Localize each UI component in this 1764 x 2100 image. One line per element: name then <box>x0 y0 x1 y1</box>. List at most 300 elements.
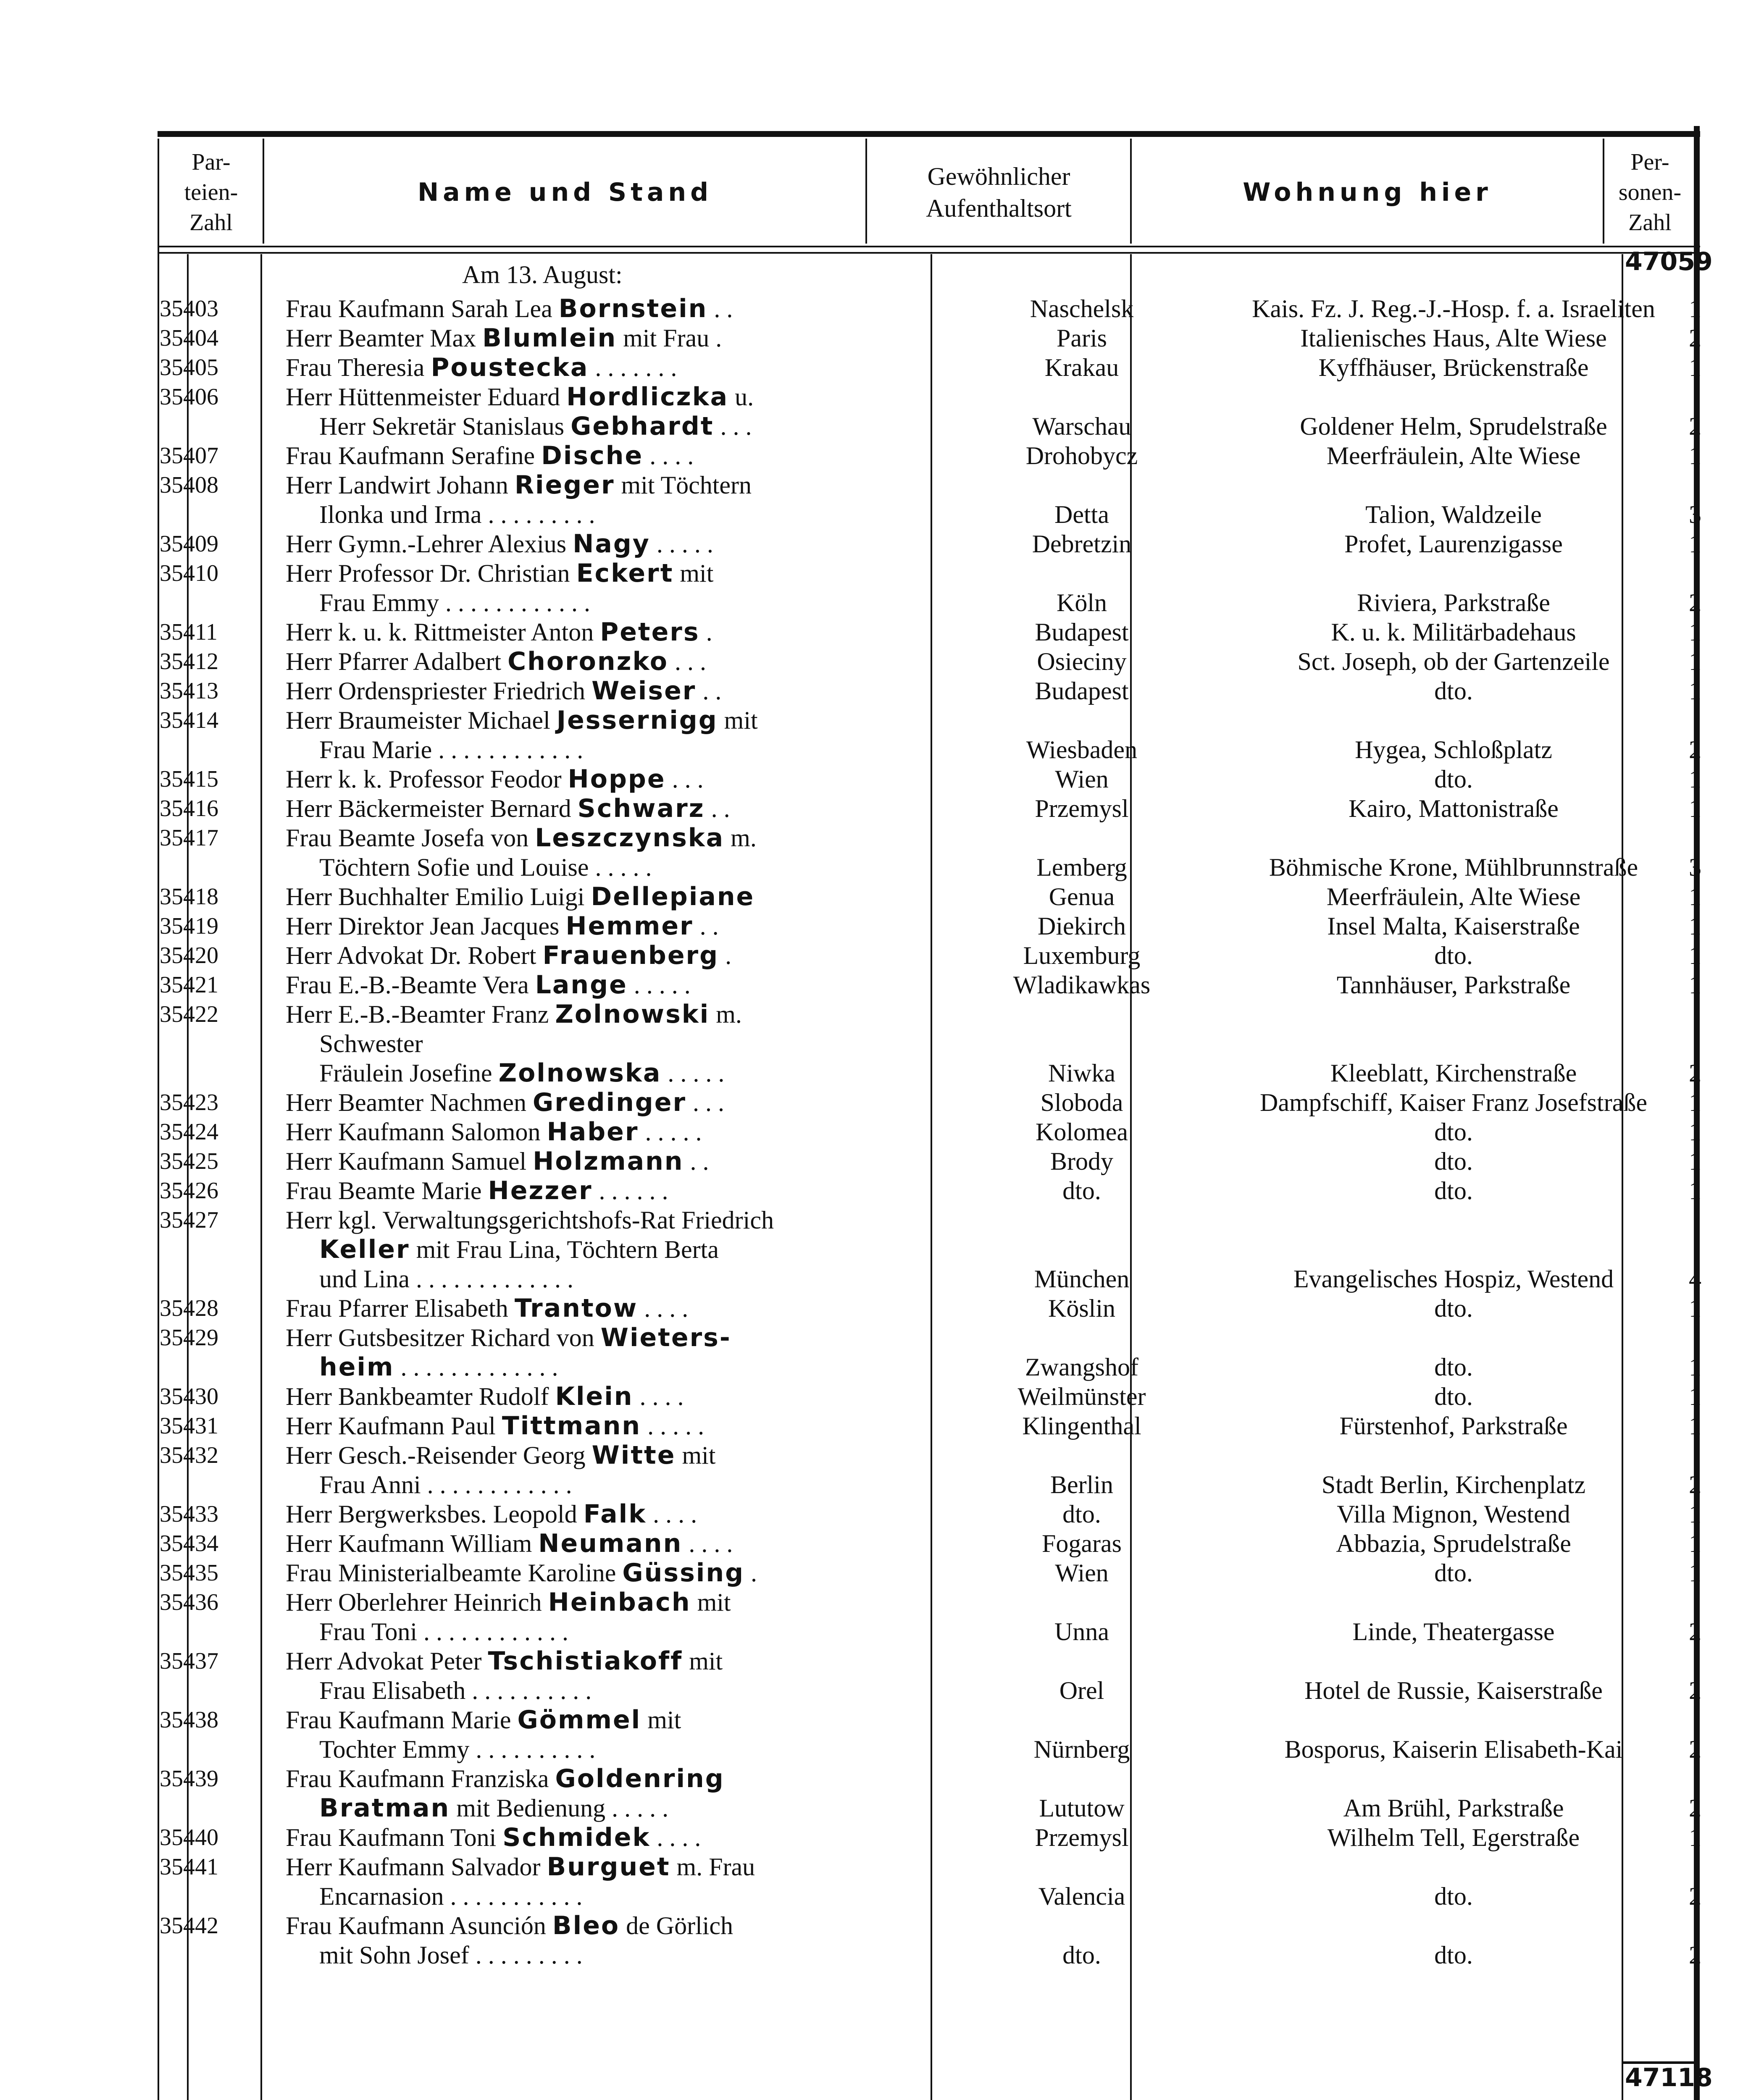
name-text: Tochter Emmy . . . . . . . . . . <box>319 1735 596 1763</box>
party-number: 35414 <box>160 707 218 733</box>
name-suffix: . . . . <box>647 1500 697 1528</box>
party-number: 35425 <box>160 1148 218 1174</box>
surname: Zolnowska <box>498 1058 662 1088</box>
name-suffix: . . <box>696 677 722 705</box>
person-count: 1 <box>1689 1383 1701 1410</box>
name-suffix: m. Frau <box>670 1853 755 1881</box>
name-text: Töchtern Sofie und Louise . . . . . <box>319 853 652 881</box>
person-count: 2 <box>1689 1059 1701 1087</box>
person-count: 2 <box>1689 1677 1701 1704</box>
person-count: 1 <box>1689 1824 1701 1851</box>
usual-residence: Debretzin <box>1032 530 1132 558</box>
name-text: Frau Beamte Josefa von <box>286 824 535 852</box>
surname: Leszczynska <box>535 823 725 853</box>
surname: Goldenring <box>555 1764 725 1793</box>
table-row <box>160 794 1701 823</box>
person-count: 1 <box>1689 1294 1701 1322</box>
name-suffix: mit <box>683 1647 723 1675</box>
surname: Dellepiane <box>591 882 755 911</box>
lodging-here: Insel Malta, Kaiserstraße <box>1327 912 1580 940</box>
table-row <box>160 323 1701 353</box>
surname: Tschistiakoff <box>488 1646 683 1676</box>
lodging-here: dto. <box>1434 1294 1473 1322</box>
table-row <box>160 1646 1701 1705</box>
name-suffix: . <box>744 1559 757 1587</box>
party-number: 35411 <box>160 619 218 645</box>
person-count: 1 <box>1689 648 1701 675</box>
name-suffix: mit <box>718 706 758 734</box>
name-suffix: . . <box>693 912 719 940</box>
party-number: 35432 <box>160 1442 218 1468</box>
name-text: Frau Kaufmann Toni <box>286 1824 503 1851</box>
surname: Heinbach <box>548 1588 691 1617</box>
person-count: 3 <box>1689 501 1701 528</box>
party-number: 35424 <box>160 1119 218 1145</box>
name-text: Herr Kaufmann Paul <box>286 1412 502 1440</box>
name-line <box>286 1764 1017 1793</box>
name-line <box>286 1852 1017 1882</box>
name-text: Frau Anni . . . . . . . . . . . . <box>319 1471 572 1499</box>
carry-in-total: 47059 <box>1625 247 1713 276</box>
person-count: 1 <box>1689 295 1701 323</box>
person-count: 1 <box>1689 1177 1701 1205</box>
name-text: Frau Ministerialbeamte Karoline <box>286 1559 623 1587</box>
name-text: Frau Elisabeth . . . . . . . . . . <box>319 1677 592 1704</box>
table-row <box>160 1411 1701 1441</box>
name-text: Herr Kaufmann Samuel <box>286 1147 533 1175</box>
name-text: Herr kgl. Verwaltungsgerichtshofs-Rat Friedrich <box>286 1206 774 1234</box>
table-row <box>160 764 1701 794</box>
surname: Schmidek <box>502 1823 651 1852</box>
lodging-here: dto. <box>1434 1559 1473 1587</box>
lodging-here: Meerfräulein, Alte Wiese <box>1326 442 1581 470</box>
person-count: 2 <box>1689 1618 1701 1646</box>
name-text: Herr Braumeister Michael <box>286 706 557 734</box>
surname: Falk <box>583 1499 647 1529</box>
name-suffix: . . . . . <box>639 1118 702 1146</box>
surname: heim <box>319 1352 394 1382</box>
name-text: Herr Ordenspriester Friedrich <box>286 677 592 705</box>
name-line <box>286 1646 1017 1676</box>
col-divider <box>263 139 264 244</box>
party-number: 35423 <box>160 1089 218 1116</box>
name-text: Herr Gesch.-Reisender Georg <box>286 1441 592 1469</box>
surname: Witte <box>592 1441 676 1470</box>
name-line <box>286 1205 1017 1235</box>
party-number: 35438 <box>160 1707 218 1733</box>
name-text: Frau Kaufmann Franziska <box>286 1765 555 1793</box>
table-row <box>160 382 1701 441</box>
person-count: 1 <box>1689 530 1701 558</box>
table-row <box>160 911 1701 941</box>
table-row <box>160 559 1701 617</box>
table-row <box>160 1529 1701 1558</box>
usual-residence: Valencia <box>1038 1882 1125 1910</box>
person-count: 1 <box>1689 942 1701 969</box>
usual-residence: Budapest <box>1035 618 1129 646</box>
lodging-here: Meerfräulein, Alte Wiese <box>1326 883 1581 911</box>
surname: Choronzko <box>507 647 669 676</box>
person-count: 1 <box>1689 677 1701 705</box>
table-row <box>160 1088 1701 1117</box>
name-suffix: mit <box>641 1706 681 1734</box>
party-number: 35436 <box>160 1589 218 1615</box>
name-text: Herr Beamter Nachmen <box>286 1089 533 1116</box>
lodging-here: dto. <box>1434 765 1473 793</box>
table-row <box>160 1823 1701 1852</box>
person-count: 2 <box>1689 736 1701 764</box>
name-suffix: . . <box>684 1147 709 1175</box>
person-count: 1 <box>1689 1500 1701 1528</box>
person-count: 1 <box>1689 883 1701 911</box>
col-divider <box>1603 139 1604 244</box>
usual-residence: Köln <box>1057 589 1107 617</box>
lodging-here: dto. <box>1434 942 1473 969</box>
surname: Gebhardt <box>570 412 714 441</box>
person-count: 3 <box>1689 853 1701 881</box>
person-count: 1 <box>1689 354 1701 381</box>
name-text: Encarnasion . . . . . . . . . . . <box>319 1882 583 1910</box>
surname: Eckert <box>576 559 674 588</box>
lodging-here: Kais. Fz. J. Reg.-J.-Hosp. f. a. Israeliten <box>1252 295 1655 323</box>
person-count: 1 <box>1689 795 1701 822</box>
usual-residence: Przemysl <box>1035 795 1129 822</box>
usual-residence: Zwangshof <box>1025 1353 1138 1381</box>
party-number: 35421 <box>160 972 218 998</box>
name-suffix: . . . . <box>633 1383 684 1410</box>
lodging-here: Kairo, Mattonistraße <box>1349 795 1559 822</box>
surname: Blumlein <box>482 323 617 353</box>
name-suffix: . . . . <box>643 442 694 470</box>
name-line <box>286 706 1017 735</box>
table-row <box>160 706 1701 764</box>
surname: Jessernigg <box>556 706 718 735</box>
person-count: 1 <box>1689 1118 1701 1146</box>
party-number: 35412 <box>160 648 218 675</box>
name-text: Herr Sekretär Stanislaus <box>319 412 571 440</box>
table-row <box>160 1000 1701 1088</box>
name-text: Herr Advokat Peter <box>286 1647 488 1675</box>
usual-residence: Osieciny <box>1037 648 1127 675</box>
person-count: 1 <box>1689 1559 1701 1587</box>
person-count: 1 <box>1689 618 1701 646</box>
table-row <box>160 353 1701 382</box>
party-number: 35416 <box>160 795 218 822</box>
usual-residence: Klingenthal <box>1022 1412 1141 1440</box>
person-count: 2 <box>1689 1882 1701 1910</box>
table-row <box>160 941 1701 970</box>
name-text: Frau Kaufmann Marie <box>286 1706 518 1734</box>
surname: Dische <box>541 441 644 470</box>
name-suffix: mit <box>676 1441 716 1469</box>
table-row <box>160 1117 1701 1147</box>
header-usual-residence: Gewöhnlicher Aufenthaltsort <box>926 162 1072 222</box>
person-count: 2 <box>1689 589 1701 617</box>
surname: Hoppe <box>568 764 666 794</box>
usual-residence: dto. <box>1062 1941 1101 1969</box>
party-number: 35430 <box>160 1383 218 1410</box>
name-line <box>286 1323 1017 1352</box>
surname: Lange <box>535 970 628 1000</box>
party-number: 35428 <box>160 1295 218 1321</box>
surname: Burguet <box>547 1852 670 1882</box>
person-count: 2 <box>1689 412 1701 440</box>
name-suffix: mit Töchtern <box>615 471 752 499</box>
party-number: 35409 <box>160 531 218 557</box>
person-count: 1 <box>1689 1089 1701 1116</box>
usual-residence: Lututow <box>1039 1794 1125 1822</box>
lodging-here: Evangelisches Hospiz, Westend <box>1293 1265 1614 1293</box>
name-text: Frau Pfarrer Elisabeth <box>286 1294 515 1322</box>
lodging-here: Talion, Waldzeile <box>1365 501 1542 528</box>
name-suffix: . . . . . <box>661 1059 725 1087</box>
table-row <box>160 1382 1701 1411</box>
usual-residence: Orel <box>1059 1677 1104 1704</box>
surname: Hemmer <box>565 911 694 941</box>
usual-residence: Köslin <box>1048 1294 1116 1322</box>
header-rule-2 <box>158 252 1700 254</box>
person-count: 2 <box>1689 324 1701 352</box>
usual-residence: Warschau <box>1032 412 1131 440</box>
party-number: 35405 <box>160 354 218 381</box>
usual-residence: Weilmünster <box>1017 1383 1146 1410</box>
name-text: Frau Emmy . . . . . . . . . . . . <box>319 589 590 617</box>
name-suffix: de Görlich <box>620 1912 733 1940</box>
name-suffix: m. <box>710 1000 742 1028</box>
header-party-count: Par- teien- Zahl <box>184 149 238 236</box>
table-row <box>160 1176 1701 1205</box>
person-count: 2 <box>1689 1471 1701 1499</box>
name-suffix: mit <box>673 559 714 587</box>
lodging-here: Wilhelm Tell, Egerstraße <box>1327 1824 1580 1851</box>
party-number: 35406 <box>160 384 218 410</box>
surname: Bleo <box>552 1911 620 1940</box>
surname: Gömmel <box>517 1705 641 1735</box>
lodging-here: dto. <box>1434 1941 1473 1969</box>
usual-residence: Wien <box>1055 1559 1109 1587</box>
usual-residence: Naschelsk <box>1030 295 1134 323</box>
surname: Hordliczka <box>566 382 729 412</box>
usual-residence: Sloboda <box>1040 1089 1123 1116</box>
name-text: Herr Gutsbesitzer Richard von <box>286 1324 601 1352</box>
name-suffix: . . . . . <box>641 1412 705 1440</box>
name-line <box>286 470 1017 500</box>
name-line <box>286 1235 1017 1264</box>
surname: Neumann <box>538 1529 683 1558</box>
lodging-here: dto. <box>1434 1118 1473 1146</box>
name-suffix: mit <box>691 1588 731 1616</box>
table-row <box>160 1852 1701 1911</box>
name-text: Herr Kaufmann William <box>286 1530 539 1557</box>
lodging-here: Sct. Joseph, ob der Gartenzeile <box>1297 648 1610 675</box>
surname: Tittmann <box>502 1411 641 1441</box>
col-divider <box>865 139 867 244</box>
person-count: 1 <box>1689 1530 1701 1557</box>
surname: Haber <box>547 1117 639 1147</box>
usual-residence: Przemysl <box>1035 1824 1129 1851</box>
party-number: 35407 <box>160 443 218 469</box>
party-number: 35434 <box>160 1530 218 1557</box>
surname: Bornstein <box>558 294 708 323</box>
name-text: Herr E.-B.-Beamter Franz <box>286 1000 555 1028</box>
lodging-here: Linde, Theatergasse <box>1352 1618 1555 1646</box>
usual-residence: Budapest <box>1035 677 1129 705</box>
name-suffix: . . . . <box>682 1530 733 1557</box>
name-text: Fräulein Josefine <box>319 1059 499 1087</box>
lodging-here: Kyffhäuser, Brückenstraße <box>1318 354 1589 381</box>
name-line <box>286 823 1017 853</box>
party-number: 35413 <box>160 678 218 704</box>
table-row <box>160 1441 1701 1499</box>
surname: Holzmann <box>533 1147 684 1176</box>
usual-residence: Wiesbaden <box>1026 736 1138 764</box>
lodging-here: dto. <box>1434 1882 1473 1910</box>
surname: Trantow <box>514 1294 638 1323</box>
usual-residence: Niwka <box>1048 1059 1115 1087</box>
name-suffix: . . . . . <box>627 971 691 999</box>
table-row <box>160 1147 1701 1176</box>
person-count: 1 <box>1689 971 1701 999</box>
party-number: 35410 <box>160 560 218 586</box>
lodging-here: Fürstenhof, Parkstraße <box>1339 1412 1568 1440</box>
header-rule <box>158 246 1700 247</box>
name-suffix: . . . . . . . . . . . . . <box>394 1353 558 1381</box>
name-text: Frau Theresia <box>286 354 431 381</box>
name-text: Herr Bankbeamter Rudolf <box>286 1383 555 1410</box>
name-suffix: . . . <box>714 412 752 440</box>
name-text: Herr Gymn.-Lehrer Alexius <box>286 530 573 558</box>
party-number: 35433 <box>160 1501 218 1527</box>
name-text: Frau Kaufmann Sarah Lea <box>286 295 559 323</box>
usual-residence: Krakau <box>1044 354 1119 381</box>
party-number: 35431 <box>160 1413 218 1439</box>
col-divider <box>1130 139 1132 244</box>
name-text: Herr Bergwerksbes. Leopold <box>286 1500 584 1528</box>
header-name-and-rank: Name und Stand <box>417 177 713 207</box>
party-number: 35403 <box>160 296 218 322</box>
table-row <box>160 882 1701 911</box>
lodging-here: Hotel de Russie, Kaiserstraße <box>1304 1677 1603 1704</box>
name-suffix: . . . . . . <box>592 1177 668 1205</box>
name-text: Herr Beamter Max <box>286 324 483 352</box>
name-suffix: . . . . <box>650 1824 701 1851</box>
name-text: Frau Toni . . . . . . . . . . . . <box>319 1618 569 1646</box>
top-rule <box>158 131 1700 137</box>
table-row <box>160 294 1701 323</box>
left-border <box>158 139 159 2100</box>
name-suffix: . . . . <box>638 1294 689 1322</box>
party-number: 35408 <box>160 472 218 498</box>
table-row <box>160 1764 1701 1823</box>
name-text: Herr Kaufmann Salomon <box>286 1118 547 1146</box>
name-line <box>286 559 1017 588</box>
surname: Klein <box>555 1382 634 1411</box>
usual-residence: Brody <box>1050 1147 1113 1175</box>
name-line <box>286 382 1017 412</box>
name-suffix: . . . <box>665 765 704 793</box>
name-suffix: mit Frau . <box>617 324 722 352</box>
party-number: 35419 <box>160 913 218 939</box>
lodging-here: Italienisches Haus, Alte Wiese <box>1300 324 1607 352</box>
surname: Peters <box>600 617 700 647</box>
name-text: Herr k. u. k. Rittmeister Anton <box>286 618 600 646</box>
table-row <box>160 529 1701 559</box>
name-text: Herr Bäckermeister Bernard <box>286 795 578 822</box>
party-number: 35435 <box>160 1560 218 1586</box>
party-number: 35429 <box>160 1325 218 1351</box>
surname: Gredinger <box>533 1088 687 1117</box>
person-count: 1 <box>1689 442 1701 470</box>
usual-residence: Lemberg <box>1036 853 1127 881</box>
person-count: 2 <box>1689 1941 1701 1969</box>
lodging-here: Böhmische Krone, Mühlbrunnstraße <box>1269 853 1638 881</box>
table-row <box>160 1705 1701 1764</box>
lodging-here: Villa Mignon, Westend <box>1337 1500 1570 1528</box>
lodging-here: dto. <box>1434 1177 1473 1205</box>
name-line <box>286 1029 1017 1058</box>
surname: Nagy <box>573 529 650 559</box>
lodging-here: dto. <box>1434 677 1473 705</box>
usual-residence: dto. <box>1062 1177 1101 1205</box>
usual-residence: Fogaras <box>1042 1530 1122 1557</box>
party-number: 35415 <box>160 766 218 792</box>
person-count: 1 <box>1689 1147 1701 1175</box>
name-text: Herr Pfarrer Adalbert <box>286 648 508 675</box>
usual-residence: dto. <box>1062 1500 1101 1528</box>
name-line <box>286 1441 1017 1470</box>
table-row <box>160 676 1701 706</box>
name-line <box>286 1588 1017 1617</box>
lodging-here: K. u. k. Militärbadehaus <box>1331 618 1576 646</box>
name-text: Herr Professor Dr. Christian <box>286 559 576 587</box>
table-row <box>160 647 1701 676</box>
usual-residence: Drohobycz <box>1025 442 1138 470</box>
name-line <box>286 1705 1017 1735</box>
surname: Wieters- <box>600 1323 731 1352</box>
name-suffix: . <box>719 942 732 969</box>
usual-residence: Nürnberg <box>1033 1735 1130 1763</box>
name-suffix: . . . . . <box>650 530 713 558</box>
name-suffix: mit Frau Lina, Töchtern Berta <box>410 1236 719 1263</box>
usual-residence: Kolomea <box>1036 1118 1128 1146</box>
table-row <box>160 441 1701 470</box>
surname: Rieger <box>514 470 615 500</box>
name-suffix: . . . . . . . <box>589 354 677 381</box>
party-number: 35441 <box>160 1854 218 1880</box>
name-text: Frau E.-B.-Beamte Vera <box>286 971 535 999</box>
party-number: 35439 <box>160 1766 218 1792</box>
usual-residence: Wien <box>1055 765 1109 793</box>
table-row <box>160 1588 1701 1646</box>
party-number: 35404 <box>160 325 218 351</box>
name-text: Ilonka und Irma . . . . . . . . . <box>319 501 595 528</box>
table-row <box>160 970 1701 1000</box>
name-text: Herr Kaufmann Salvador <box>286 1853 547 1881</box>
name-text: Herr Hüttenmeister Eduard <box>286 383 567 411</box>
table-row <box>160 1323 1701 1382</box>
name-suffix: u. <box>728 383 754 411</box>
lodging-here: Riviera, Parkstraße <box>1357 589 1550 617</box>
party-number: 35422 <box>160 1001 218 1027</box>
usual-residence: Luxemburg <box>1023 942 1141 969</box>
lodging-here: Bosporus, Kaiserin Elisabeth-Kai <box>1284 1735 1623 1763</box>
usual-residence: Diekirch <box>1038 912 1126 940</box>
table-row <box>160 1294 1701 1323</box>
name-line <box>286 1000 1017 1029</box>
person-count: 1 <box>1689 912 1701 940</box>
name-text: Herr Direktor Jean Jacques <box>286 912 566 940</box>
surname: Weiser <box>592 676 697 706</box>
